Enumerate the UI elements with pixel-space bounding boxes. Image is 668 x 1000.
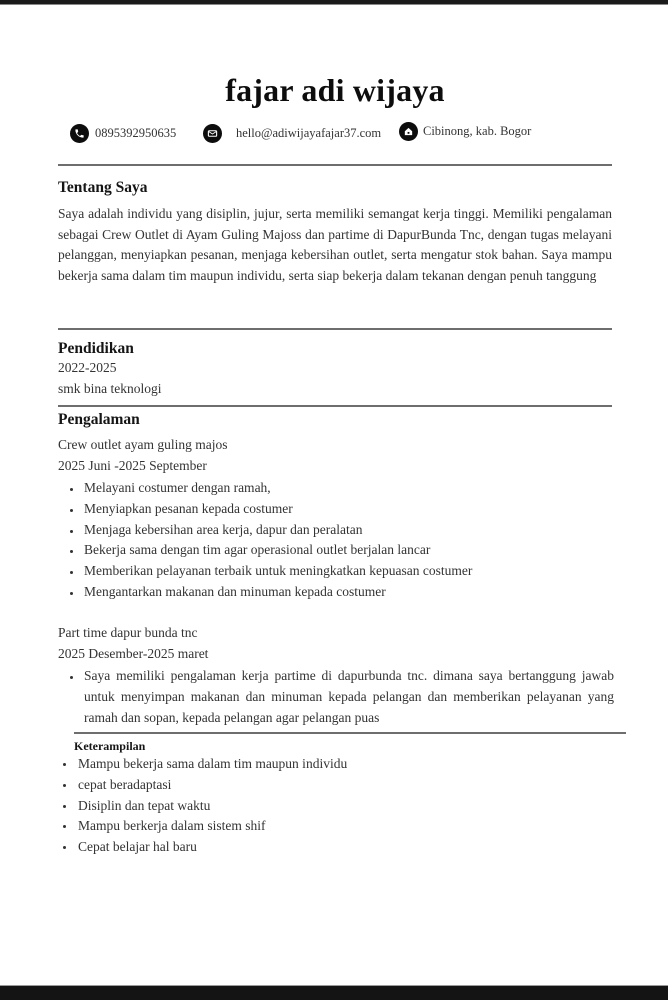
list-item: cepat beradaptasi bbox=[78, 775, 358, 796]
list-item: Bekerja sama dengan tim agar operasional outlet berjalan lancar bbox=[84, 540, 604, 561]
job-period: 2025 Juni -2025 September bbox=[58, 458, 207, 473]
resume-name: fajar adi wijaya bbox=[225, 72, 445, 108]
list-item: Disiplin dan tepat waktu bbox=[78, 796, 358, 817]
phone-number[interactable]: 0895392950635 bbox=[95, 126, 177, 140]
top-screen-bar bbox=[0, 0, 668, 5]
list-item: Melayani costumer dengan ramah, bbox=[84, 478, 604, 499]
education-period: 2022-2025 bbox=[58, 360, 117, 375]
section-title-skills: Keterampilan bbox=[74, 739, 146, 753]
list-item: Menyiapkan pesanan kepada costumer bbox=[84, 499, 604, 520]
mail-icon bbox=[203, 124, 222, 143]
divider bbox=[58, 405, 612, 407]
list-item: Memberikan pelayanan terbaik untuk meningkatkan kepuasan costumer bbox=[84, 561, 604, 582]
list-item: Menjaga kebersihan area kerja, dapur dan peralatan bbox=[84, 520, 604, 541]
list-item: Mampu berkerja dalam sistem shif bbox=[78, 816, 358, 837]
section-title-about: Tentang Saya bbox=[58, 179, 148, 196]
phone-icon bbox=[70, 124, 89, 143]
divider bbox=[58, 164, 612, 166]
divider bbox=[58, 328, 612, 330]
list-item: Mengantarkan makanan dan minuman kepada costumer bbox=[84, 582, 604, 603]
email-address[interactable]: hello@adiwijayafajar37.com bbox=[236, 126, 382, 140]
home-icon bbox=[399, 122, 418, 141]
location-text: Cibinong, kab. Bogor bbox=[423, 124, 532, 138]
skills-list bbox=[78, 754, 358, 858]
education-school: smk bina teknologi bbox=[58, 381, 162, 396]
list-item: Cepat belajar hal baru bbox=[78, 837, 358, 858]
section-title-education: Pendidikan bbox=[58, 340, 134, 357]
job-position: Part time dapur bunda tnc bbox=[58, 625, 198, 640]
bottom-screen-bar bbox=[0, 985, 668, 1000]
job-position: Crew outlet ayam guling majos bbox=[58, 437, 228, 452]
contact-row bbox=[58, 124, 612, 146]
contact-email bbox=[203, 124, 381, 143]
list-item: Saya memiliki pengalaman kerja partime di dapurbunda tnc. dimana saya bertanggung jawab untuk menyimpan makanan dan minuman kepada pelangan dan memberikan pelayanan yang ramah dan sopan, kepada pelangan agar pelangan puas bbox=[84, 666, 614, 728]
job-duties-list bbox=[84, 478, 604, 603]
about-text: Saya adalah individu yang disiplin, jujur, serta memiliki semangat kerja tinggi. Memiliki pengalaman sebagai Crew Outlet di Ayam Guling Majoss dan partime di DapurBunda Tnc, dengan tugas melayani pelanggan, menyiapkan pesanan, menjaga kebersihan outlet, serta mengatur stok bahan. Saya mampu bekerja sama dalam tim maupun individu, serta siap bekerja dalam tekanan dengan penuh tanggung bbox=[58, 206, 612, 283]
divider bbox=[74, 732, 626, 734]
contact-phone bbox=[70, 124, 176, 143]
job-period: 2025 Desember-2025 maret bbox=[58, 646, 209, 661]
section-title-experience: Pengalaman bbox=[58, 411, 140, 428]
job-duties-list bbox=[84, 666, 614, 728]
list-item: Mampu bekerja sama dalam tim maupun individu bbox=[78, 754, 358, 775]
contact-location bbox=[399, 122, 531, 141]
